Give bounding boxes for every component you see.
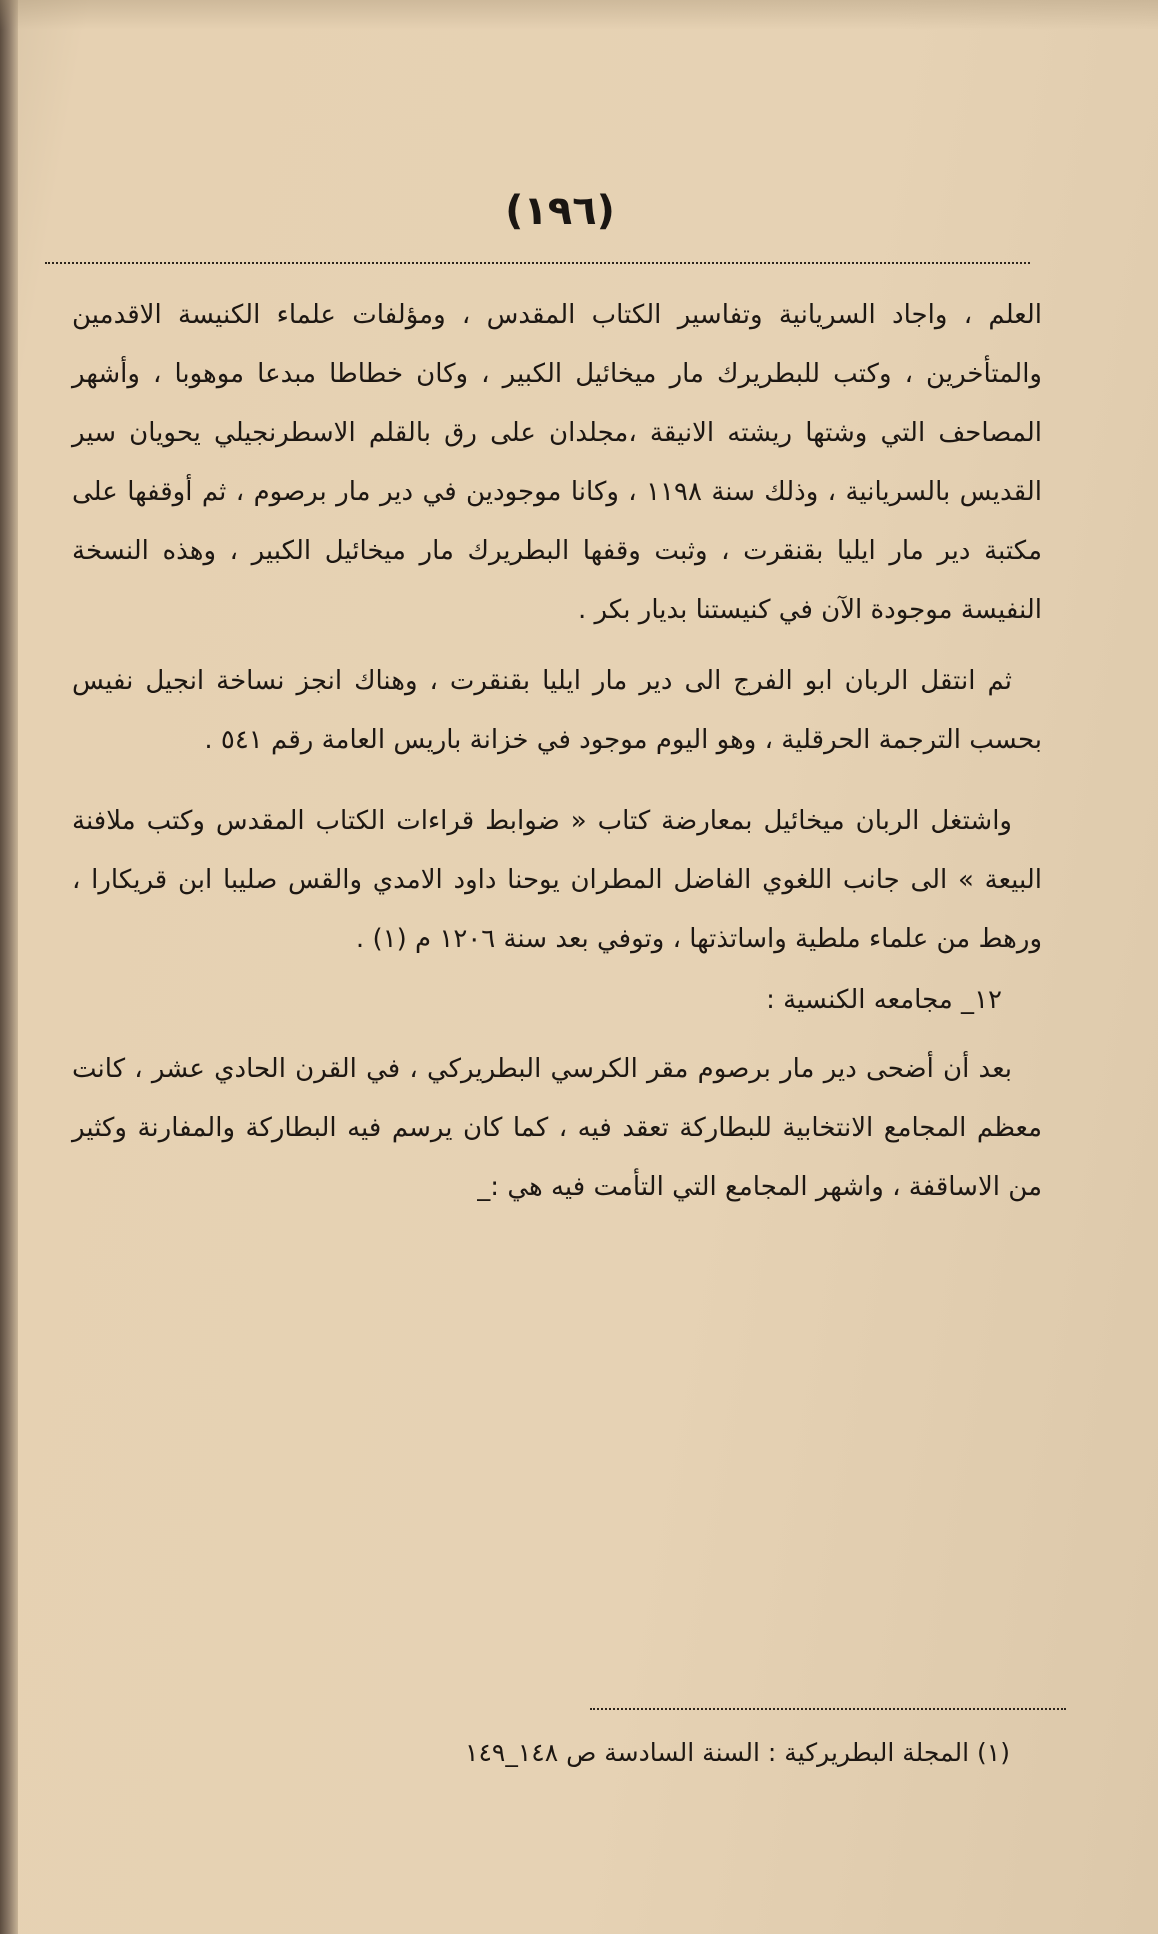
footnote: (١) المجلة البطريركية : السنة السادسة ص ١٤٨_١٤٩	[465, 1738, 1010, 1767]
paragraph-1: العلم ، واجاد السريانية وتفاسير الكتاب المقدس ، ومؤلفات علماء الكنيسة الاقدمين والمتأخرين ، وكتب للبطريرك مار ميخائيل الكبير ، وكان خطاطا مبدعا موهوبا ، وأشهر المصاحف التي وشتها ريشته الانيقة ،مجلدان على رق بالقلم الاسطرنجيلي يحويان سير القديس بالسريانية ، وذلك سنة ١١٩٨ ، وكانا موجودين في دير مار برصوم ، ثم أوقفها على مكتبة دير مار ايليا بقنقرت ، وثبت وقفها البطريرك مار ميخائيل الكبير ، وهذه النسخة النفيسة موجودة الآن في كنيستنا بديار بكر .	[72, 300, 1042, 625]
paragraph-3: واشتغل الربان ميخائيل بمعارضة كتاب « ضوابط قراءات الكتاب المقدس وكتب ملافنة البيعة » الى جانب اللغوي الفاضل المطران يوحنا داود الامدي والقس صليبا ابن قريكارا ، ورهط من علماء ملطية واساتذتها ، وتوفي بعد سنة ١٢٠٦ م (١) .	[72, 806, 1042, 954]
page-number: (١٩٦)	[505, 188, 615, 234]
page-top-shadow	[0, 0, 1158, 30]
section-heading: ١٢_ مجامعه الكنسية :	[766, 985, 1002, 1015]
paragraph-4: بعد أن أضحى دير مار برصوم مقر الكرسي البطريركي ، في القرن الحادي عشر ، كانت معظم المجامع الانتخابية للبطاركة تعقد فيه ، كما كان يرسم فيه البطاركة والمفارنة وكثير من الاساقفة ، واشهر المجامع التي التأمت فيه هي :_	[72, 1054, 1042, 1202]
header-divider	[45, 262, 1030, 264]
footnote-divider	[590, 1708, 1066, 1710]
page-body	[72, 286, 1042, 1217]
paragraph-2: ثم انتقل الربان ابو الفرج الى دير مار ايليا بقنقرت ، وهناك انجز نساخة انجيل نفيس بحسب الترجمة الحرقلية ، وهو اليوم موجود في خزانة باريس العامة رقم ٥٤١ .	[72, 666, 1042, 755]
book-binding-edge	[0, 0, 18, 1934]
